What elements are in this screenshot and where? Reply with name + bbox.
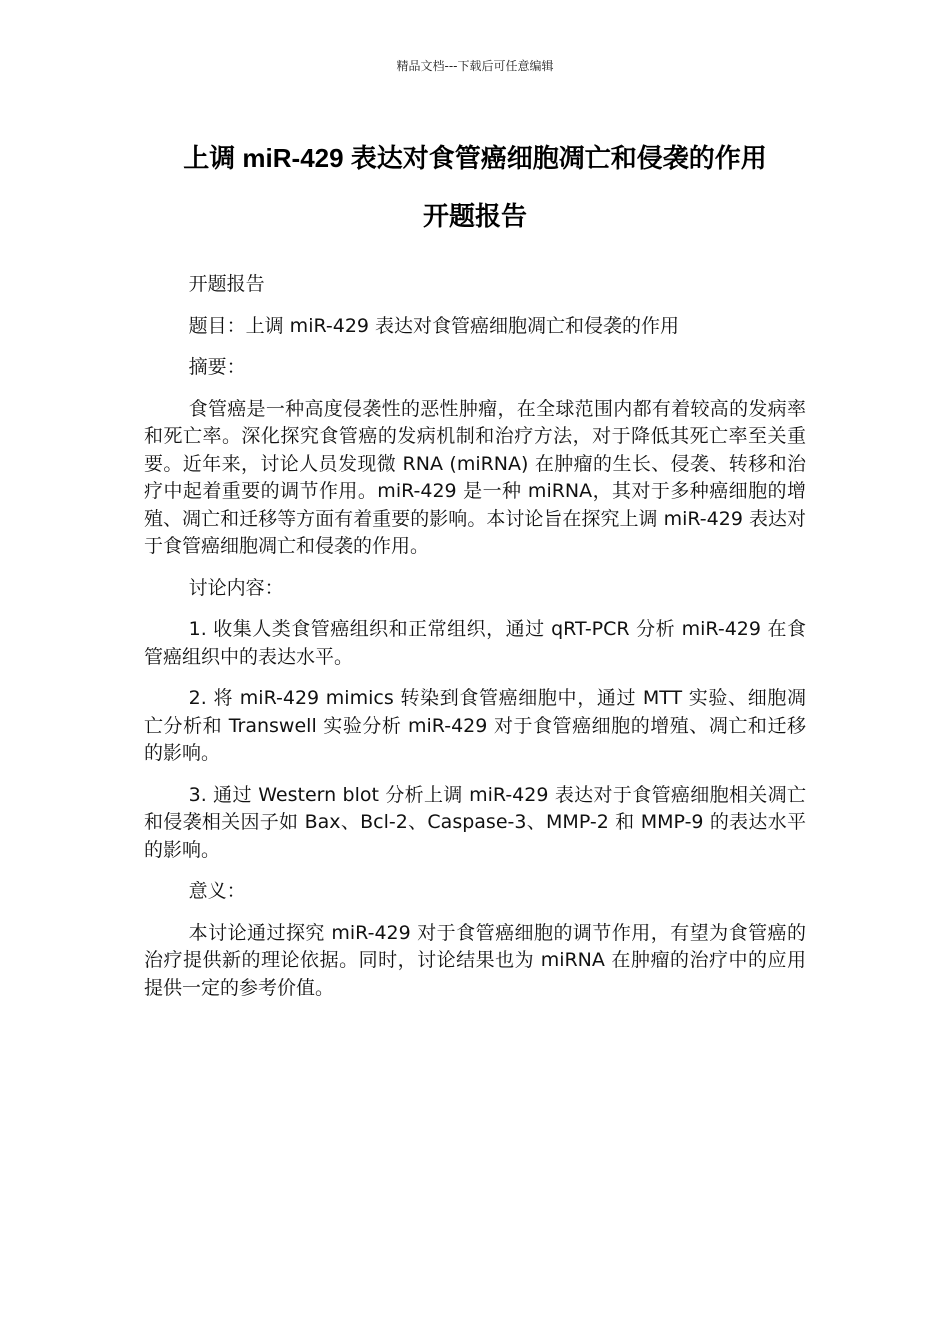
document-title: 上调 miR-429 表达对食管癌细胞凋亡和侵袭的作用 (183, 143, 767, 173)
document-subtitle: 开题报告 (422, 201, 527, 231)
header-watermark: 精品文档---下载后可任意编辑 (396, 59, 554, 73)
significance-paragraph: 本讨论通过探究 miR-429 对于食管癌细胞的调节作用，有望为食管癌的治疗提供新的理论依据。同时，讨论结果也为 miRNA 在肿瘤的治疗中的应用提供一定的参考价值。 (144, 921, 806, 999)
abstract-paragraph: 食管癌是一种高度侵袭性的恶性肿瘤，在全球范围内都有着较高的发病率和死亡率。深化探究食管癌的发病机制和治疗方法，对于降低其死亡率至关重要。近年来，讨论人员发现微 RNA (miRNA) 在肿瘤的生长、侵袭、转移和治疗中起着重要的调节作用。miR-429 是一种 miRNA，其对于多种癌细胞的增殖、凋亡和迁移等方面有着重要的影响。本讨论旨在探究上调 miR-429 表达对于食管癌细胞凋亡和侵袭的作用。 (144, 397, 806, 557)
section-label-report: 开题报告 (188, 273, 265, 295)
section-label-abstract: 摘要： (188, 356, 246, 378)
research-item-2: 2. 将 miR-429 mimics 转染到食管癌细胞中，通过 MTT 实验、细胞凋亡分析和 Transwell 实验分析 miR-429 对于食管癌细胞的增殖、凋亡和迁移的影响。 (144, 687, 806, 764)
document-body (144, 271, 806, 1016)
section-label-significance: 意义： (188, 880, 246, 902)
section-label-research-content: 讨论内容： (188, 576, 284, 599)
research-item-3: 3. 通过 Western blot 分析上调 miR-429 表达对于食管癌细胞相关凋亡和侵袭相关因子如 Bax、Bcl-2、Caspase-3、MMP-2 和 MMP-9 的表达水平的影响。 (144, 783, 806, 861)
research-item-1: 1. 收集人类食管癌组织和正常组织，通过 qRT-PCR 分析 miR-429 在食管癌组织中的表达水平。 (144, 618, 806, 668)
topic-line: 题目：上调 miR-429 表达对食管癌细胞凋亡和侵袭的作用 (188, 314, 680, 337)
